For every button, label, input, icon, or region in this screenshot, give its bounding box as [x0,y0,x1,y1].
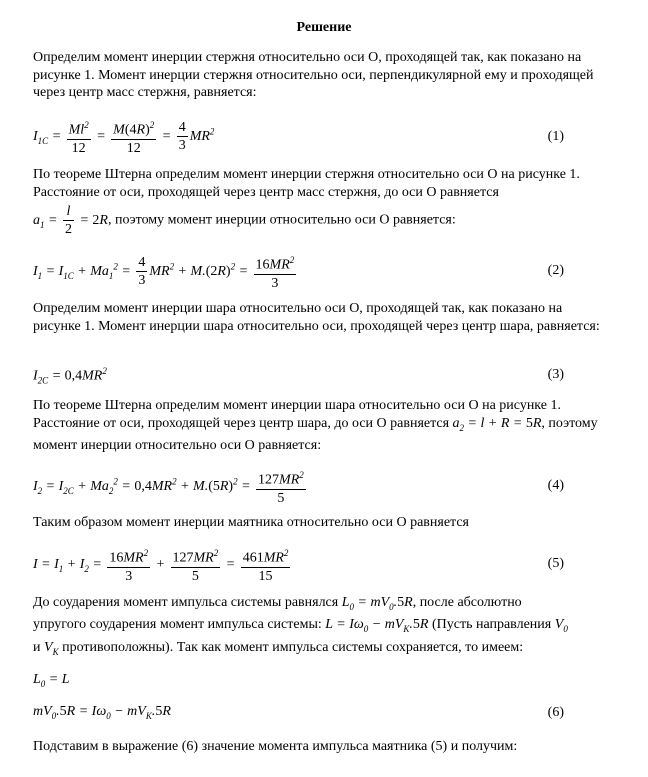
equation-number-4: (4) [547,478,564,493]
inline-equation-l0: $L_0 = mV_0.5R$ [341,595,413,612]
inline-equation-a2: $a_2 = l + R = 5R$ [452,415,542,433]
paragraph-ball-steiner [33,397,608,454]
equation-4: $I_2 = I_{2C} + Ma_2^2 = 0,4MR^2 + M.(5R)^2$ = $\frac{127MR^2}{5}$ [33,467,308,507]
paragraph-rod-distance [33,203,608,238]
equation-number-1: (1) [547,129,564,144]
equation-l0-equals-l: $L_0 = L$ [33,672,70,689]
paragraph-rod-steiner-text: По теореме Штерна определим момент инерции стержня относительно оси О на рисунке 1. Расстояние от оси, проходящей через центр масс стержня, до оси О равняется [33,167,580,200]
equation-number-6: (6) [547,705,564,720]
equation-number-5: (5) [547,556,564,571]
paragraph-momentum-text-e: и [33,639,41,655]
paragraph-ball-steiner-text: По теореме Штерна определим момент инерции шара относительно оси О на рисунке 1. Расстояние от оси, проходящей через центр шара, до оси О равняется [33,398,561,431]
paragraph-rod-intro: Определим момент инерции стержня относительно оси О, проходящей так, как показано на рисунке 1. Момент инерции стержня относительно оси, перпендикулярной ему и проходящей через центр масс стержня, равняется: [33,50,594,100]
equation-number-3: (3) [547,367,564,382]
paragraph-substitute: Подставим в выражение (6) значение момента импульса маятника (5) и получим: [33,739,518,754]
paragraph-pendulum-total: Таким образом момент инерции маятника относительно оси О равняется [33,515,469,530]
paragraph-rod-steiner [33,166,608,201]
paragraph-momentum [33,594,608,661]
equation-1: $I_{1C}$ = $\frac{Ml^2}{12}$ = $\frac{M(4R)^2}{12}$ = $\frac{4}{3}$ $MR^2$ [33,117,214,157]
paragraph-ball-steiner-tail: поэтому момент инерции относительно оси О равняется: [33,415,598,453]
equation-number-2: (2) [547,263,564,278]
inline-symbol-vk: $V_K$ [44,639,59,657]
paragraph-ball-intro: Определим момент инерции шара относительно оси О, проходящей так, как показано на рисунке 1. Момент инерции шара относительно оси, проходящей через центр шара, равняется: [33,301,600,334]
inline-equation-a1: $a_1$ = $\frac{l}{2}$ = 2R [33,204,108,237]
paragraph-momentum-text-f: противоположны). Так как момент импульса системы сохраняется, то имеем: [62,639,524,655]
equation-6: $mV_0.5R = I\omega_0 - mV_K.5R$ [33,704,171,721]
page-title: Решение [296,20,352,35]
paragraph-momentum-text-a: До соударения момент импульса системы равнялся [33,595,339,610]
equation-3: $I_{2C} = 0,4MR^2$ [33,366,107,386]
inline-equation-l: $L = I\omega_0 - mV_K.5R$ [325,617,429,635]
paragraph-rod-distance-text: , поэтому момент инерции относительно оси О равняется: [107,212,456,228]
equation-5: $I = I_1 + I_2$ = $\frac{16MR^2}{3}$ + $\frac{127MR^2}{5}$ = $\frac{461MR^2}{15}$ [33,545,292,585]
inline-symbol-v0: $V_0$ [554,617,568,635]
paragraph-ball-steiner-comma: , [541,415,545,431]
paragraph-momentum-text-c: упругого соударения момент импульса системы: [33,617,322,633]
paragraph-momentum-text-d: (Пусть направления [431,617,552,633]
paragraph-momentum-text-b: , после абсолютно [412,595,522,610]
equation-2: $I_1 = I_{1C} + Ma_1^2$ = $\frac{4}{3}$ $MR^2 + M.(2R)^2$ = $\frac{16MR^2}{3}$ [33,252,298,292]
